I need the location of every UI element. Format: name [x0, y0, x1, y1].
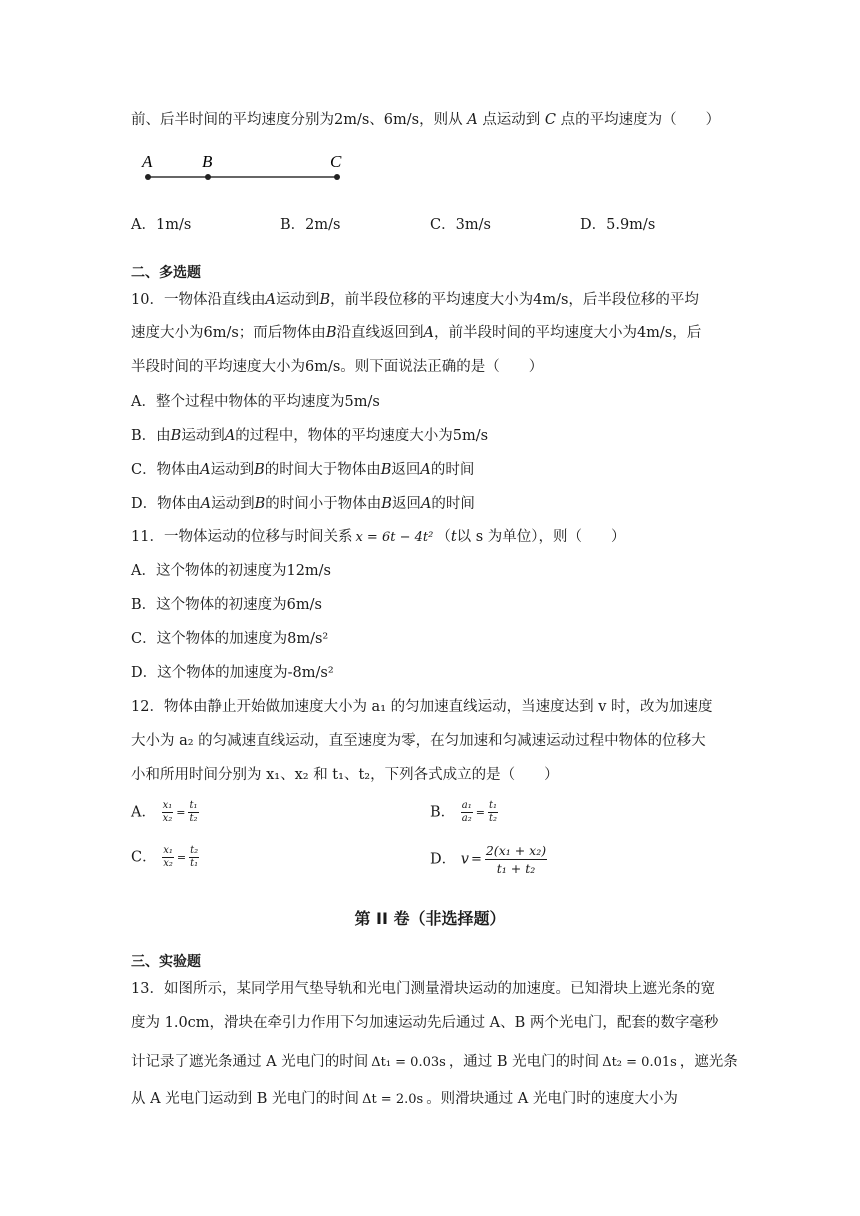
q10-option-c-text: 的时间大于物体由	[264, 462, 381, 478]
q10-line-3: 半段时间的平均速度大小为6m/s。则下面说法正确的是（ ）	[131, 359, 544, 375]
q12-line-1: 12．物体由静止开始做加速度大小为 a₁ 的匀加速直线运动，当速度达到 v 时，改为加速度	[131, 699, 713, 715]
q10-var: B	[381, 496, 392, 512]
q10-text: 10．一物体沿直线由	[131, 292, 266, 308]
q10-option-d-text: 的时间	[431, 496, 475, 512]
q10-var: A	[420, 496, 432, 512]
q9-label-a: A	[142, 152, 153, 171]
q13-line-2: 度为 1.0cm，滑块在牵引力作用下匀加速运动先后通过 A、B 两个光电门，配套的数字毫秒	[131, 1015, 719, 1031]
q12-option-d[interactable]	[430, 842, 548, 877]
equals-sign: =	[176, 806, 186, 819]
denominator: t₁ + t₂	[496, 861, 536, 876]
fraction	[485, 842, 547, 877]
q13-formula-dt2: Δt₂ = 0.01s	[602, 1055, 677, 1070]
q9-point-b	[205, 174, 211, 180]
q10-option-c-text: 返回	[391, 462, 421, 478]
denominator: a₂	[461, 813, 472, 824]
q9-stem	[131, 110, 720, 130]
q13-formula-dt1: Δt₁ = 0.03s	[371, 1055, 446, 1070]
equals-sign: =	[176, 851, 187, 864]
q9-label-c: C	[330, 152, 342, 171]
numerator: 2(x₁ + x₂)	[485, 843, 547, 858]
q11-option-c[interactable]: C．这个物体的加速度为8m/s²	[131, 631, 329, 647]
q12-option-a[interactable]	[131, 800, 200, 825]
q10-var: A	[420, 462, 431, 478]
numerator: x₁	[162, 800, 173, 811]
q9-option-a[interactable]: A．1m/s	[131, 217, 192, 233]
q12-line-2: 大小为 a₂ 的匀减速直线运动，直至速度为零，在匀加速和匀减速运动过程中物体的位移大	[131, 733, 706, 749]
q11-option-a[interactable]: A．这个物体的初速度为12m/s	[131, 563, 331, 579]
q12-line-3: 小和所用时间分别为 x₁、x₂ 和 t₁、t₂，下列各式成立的是（ ）	[131, 767, 559, 783]
equals-sign: =	[475, 806, 485, 819]
denominator: t₂	[488, 813, 497, 824]
q10-var: B	[254, 496, 266, 512]
q9-point-a	[145, 174, 151, 180]
q10-option-d-text: 运动到	[211, 496, 255, 512]
q10-option-b-text: 运动到	[181, 428, 225, 444]
q13-formula-dt: Δt = 2.0s	[362, 1092, 424, 1107]
q10-var: B	[170, 428, 182, 444]
q10-text: ，前半段时间的平均速度大小为4m/s，后	[433, 325, 702, 341]
volume-two-title: 第 II 卷（非选择题）	[354, 909, 506, 928]
q10-text: 运动到	[275, 292, 320, 308]
denominator: x₂	[162, 813, 173, 824]
q10-text: 沿直线返回到	[336, 325, 424, 341]
q9-option-c[interactable]: C．3m/s	[430, 217, 491, 233]
fraction	[162, 800, 174, 825]
q10-var: A	[265, 292, 276, 308]
q9-line-diagram	[138, 150, 353, 188]
q9-option-d[interactable]: D．5.9m/s	[580, 217, 656, 233]
q13-text: ，通过 B 光电门的时间	[448, 1054, 600, 1070]
q11-stem-text: （	[436, 529, 451, 545]
denominator: t₁	[190, 858, 199, 869]
fraction	[189, 845, 199, 870]
q13-text: 从 A 光电门运动到 B 光电门的时间	[131, 1091, 360, 1107]
q10-option-b-text: 的过程中，物体的平均速度大小为5m/s	[235, 428, 489, 444]
q9-option-b[interactable]: B．2m/s	[280, 217, 341, 233]
q10-option-b[interactable]	[131, 426, 488, 446]
q10-option-c-text: 运动到	[210, 462, 255, 478]
q11-stem-text: 以 s 为单位），则（ ）	[456, 529, 626, 545]
numerator: x₁	[163, 845, 173, 856]
numerator: t₁	[189, 800, 198, 811]
q10-option-d-text: 返回	[391, 496, 421, 512]
fraction	[461, 800, 473, 825]
q11-formula: x = 6t − 4t²	[355, 530, 434, 545]
q10-var: B	[325, 325, 337, 341]
q10-option-d-text: D．物体由	[131, 496, 201, 512]
q9-var-c: C	[544, 112, 557, 128]
q11-option-b[interactable]: B．这个物体的初速度为6m/s	[131, 597, 322, 613]
q10-line-1	[131, 290, 699, 310]
q10-option-d[interactable]	[131, 494, 475, 514]
q9-stem-text-3: 点的平均速度为（ ）	[560, 112, 721, 128]
q10-option-c[interactable]	[131, 460, 474, 480]
numerator: a₁	[461, 800, 472, 811]
q11-stem-text: 11．一物体运动的位移与时间关系	[131, 529, 353, 545]
q12-option-b-label: B．	[430, 804, 456, 821]
q10-option-d-text: 的时间小于物体由	[265, 496, 382, 512]
q13-line-3	[131, 1052, 738, 1073]
q13-text: 计记录了遮光条通过 A 光电门的时间	[131, 1054, 369, 1070]
denominator: x₂	[163, 858, 173, 869]
section-multiple-choice-title: 二、多选题	[131, 265, 201, 281]
q10-var: B	[380, 462, 392, 478]
numerator: t₁	[488, 800, 497, 811]
q10-var: A	[423, 325, 434, 341]
q9-label-b: B	[202, 152, 213, 171]
q10-var: A	[200, 496, 212, 512]
q10-option-c-text: C．物体由	[131, 462, 201, 478]
q10-var: A	[200, 462, 211, 478]
fraction	[188, 800, 198, 825]
q11-option-d[interactable]: D．这个物体的加速度为-8m/s²	[131, 665, 334, 681]
equals-sign: =	[470, 852, 482, 867]
q10-text: 速度大小为6m/s；而后物体由	[131, 325, 326, 341]
q13-line-1: 13．如图所示，某同学用气垫导轨和光电门测量滑块运动的加速度。已知滑块上遮光条的宽	[131, 981, 715, 997]
section-experiment-title: 三、实验题	[131, 954, 201, 970]
q13-text: 。则滑块通过 A 光电门时的速度大小为	[426, 1091, 678, 1107]
q13-line-4	[131, 1089, 678, 1110]
q12-option-b[interactable]	[430, 800, 499, 825]
q12-option-d-label: D．	[430, 851, 457, 868]
q10-text: ，前半段位移的平均速度大小为4m/s，后半段位移的平均	[330, 292, 699, 308]
q11-stem	[131, 527, 626, 548]
denominator: t₂	[189, 813, 198, 824]
q13-text: ，遮光条	[679, 1054, 738, 1070]
numerator: t₂	[190, 845, 199, 856]
q10-var: B	[319, 292, 331, 308]
q10-line-2	[131, 323, 701, 343]
q10-option-b-text: B．由	[131, 428, 171, 444]
q9-point-c	[334, 174, 340, 180]
fraction	[162, 845, 174, 870]
q9-var-a: A	[467, 112, 478, 128]
q9-stem-text-1: 前、后半时间的平均速度分别为2m/s、6m/s，则从	[131, 112, 463, 128]
q10-var: A	[224, 428, 236, 444]
q12-option-c[interactable]	[131, 845, 200, 870]
q9-stem-text-2: 点运动到	[482, 112, 541, 128]
fraction	[488, 800, 498, 825]
q10-option-a[interactable]: A．整个过程中物体的平均速度为5m/s	[131, 394, 380, 410]
q11-var-t: t	[450, 529, 457, 545]
q12-option-d-lhs: v	[460, 851, 469, 868]
q12-option-c-label: C．	[131, 849, 157, 866]
q12-option-a-label: A．	[131, 804, 156, 821]
q10-var: B	[254, 462, 265, 478]
q10-option-c-text: 的时间	[430, 462, 475, 478]
